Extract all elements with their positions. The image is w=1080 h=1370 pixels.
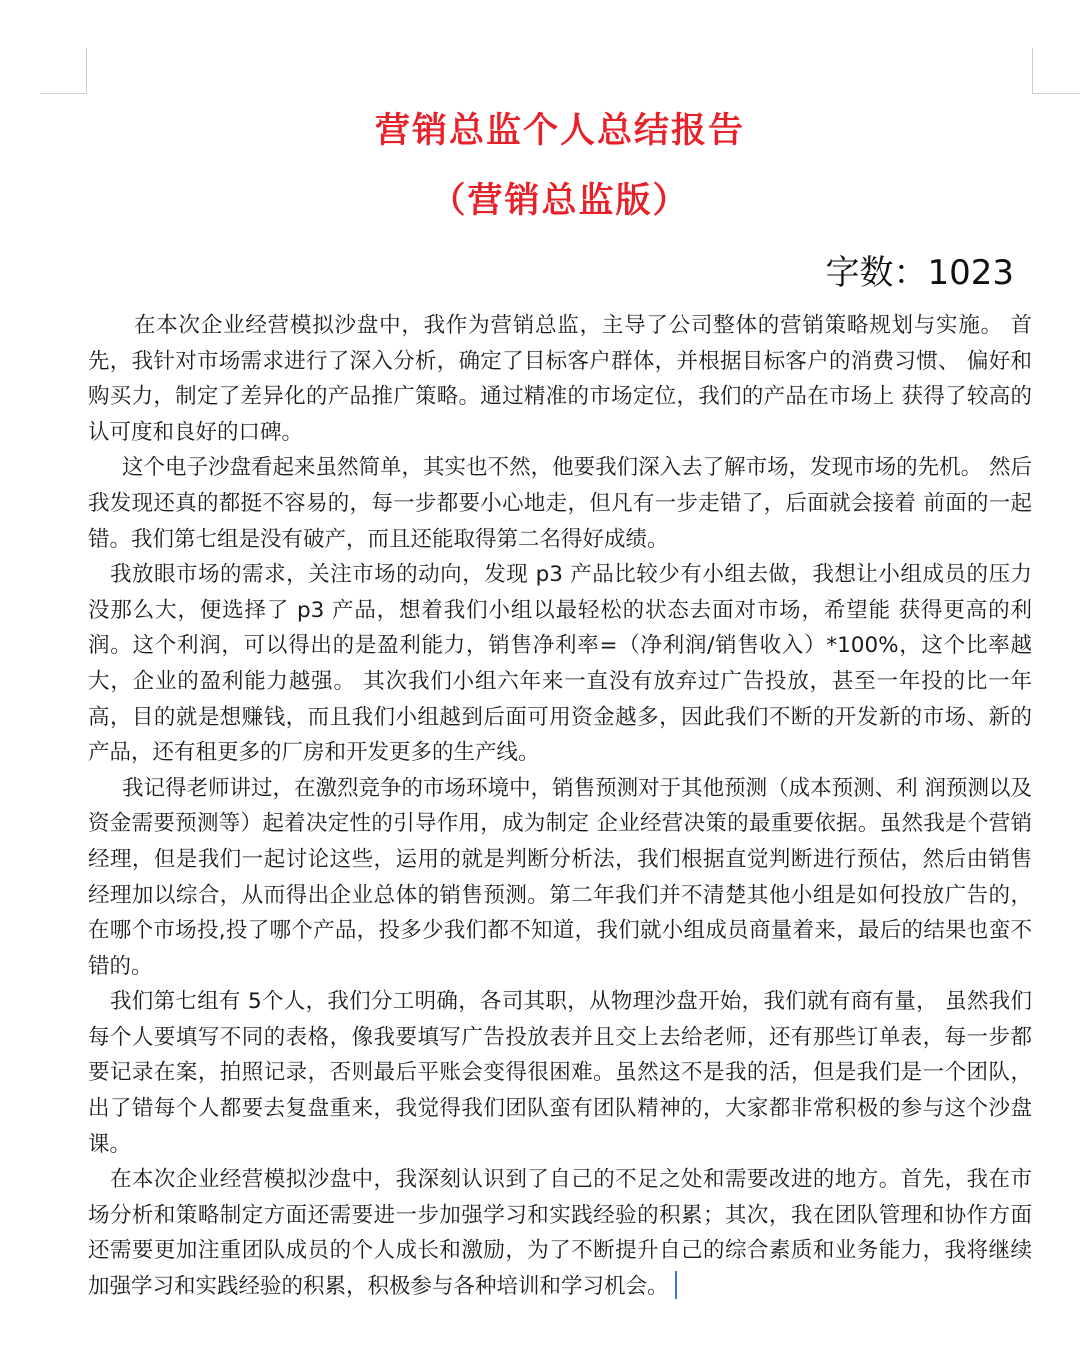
text-cursor [675,1271,677,1299]
word-count-label: 字数： [825,253,928,293]
paragraph: 我记得老师讲过，在激烈竞争的市场环境中，销售预测对于其他预测（成本预测、利 润预测以及资金需要预测等）起着决定性的引导作用，成为制定 企业经营决策的最重要依据。虽然我是个营销经理，但是我们一起讨论这些，运用的就是判断分析法，我们根据直觉判断进行预估，然后由销售经理加以综合，从而得出企业总体的销售预测。第二年我们并不清楚其他小组是如何投放广告的，在哪个市场投,投了哪个产品，投多少我们都不知道，我们就小组成员商量着来，最后的结果也蛮不错的。 [88,775,1032,979]
document-subtitle: （营销总监版） [430,181,690,221]
paragraph: 这个电子沙盘看起来虽然简单，其实也不然，他要我们深入去了解市场，发现市场的先机。 然后我发现还真的都挺不容易的，每一步都要小心地走，但凡有一步走错了，后面就会接着 前面的一起错。我们第七组是没有破产，而且还能取得第二名得好成绩。 [88,455,1032,552]
crop-mark-top-right [1032,48,1080,94]
paragraph-last [88,1162,1032,1304]
word-count [825,248,1014,298]
word-count-value: 1023 [927,253,1014,293]
paragraph-text: 在本次企业经营模拟沙盘中，我深刻认识到了自己的不足之处和需要改进的地方。首先，我在市场分析和策略制定方面还需要进一步加强学习和实践经验的积累；其次，我在团队管理和协作方面还需要更加注重团队成员的个人成长和激励，为了不断提升自己的综合素质和业务能力，我将继续加强学习和实践经验的积累，积极参与各种培训和学习机会。 [88,1167,1032,1300]
document-body[interactable] [88,308,1032,1305]
paragraph: 我们第七组有 5个人，我们分工明确，各司其职，从物理沙盘开始，我们就有商有量， 虽然我们每个人要填写不同的表格，像我要填写广告投放表并且交上去给老师，还有那些订单表，每一步都要记录在案，拍照记录，否则最后平账会变得很困难。虽然这不是我的活，但是我们是一个团队，出了错每个人都要去复盘重来，我觉得我们团队蛮有团队精神的，大家都非常积极的参与这个沙盘课。 [88,989,1032,1157]
crop-mark-top-left [40,48,87,94]
paragraph: 我放眼市场的需求，关注市场的动向，发现 p3 产品比较少有小组去做，我想让小组成员的压力没那么大，便选择了 p3 产品，想着我们小组以最轻松的状态去面对市场，希望能 获得更高的利润。这个利润，可以得出的是盈利能力，销售净利率=（净利润/销售收入）*100%，这个比率越大，企业的盈利能力越强。 其次我们小组六年来一直没有放弃过广告投放，甚至一年投的比一年高，目的就是想赚钱，而且我们小组越到后面可用资金越多，因此我们不断的开发新的市场、新的产品，还有租更多的厂房和开发更多的生产线。 [88,562,1032,766]
paragraph: 在本次企业经营模拟沙盘中，我作为营销总监，主导了公司整体的营销策略规划与实施。 首先，我针对市场需求进行了深入分析，确定了目标客户群体，并根据目标客户的消费习惯、 偏好和购买力，制定了差异化的产品推广策略。通过精准的市场定位，我们的产品在市场上 获得了较高的认可度和良好的口碑。 [88,313,1032,445]
document-title: 营销总监个人总结报告 [374,111,745,151]
